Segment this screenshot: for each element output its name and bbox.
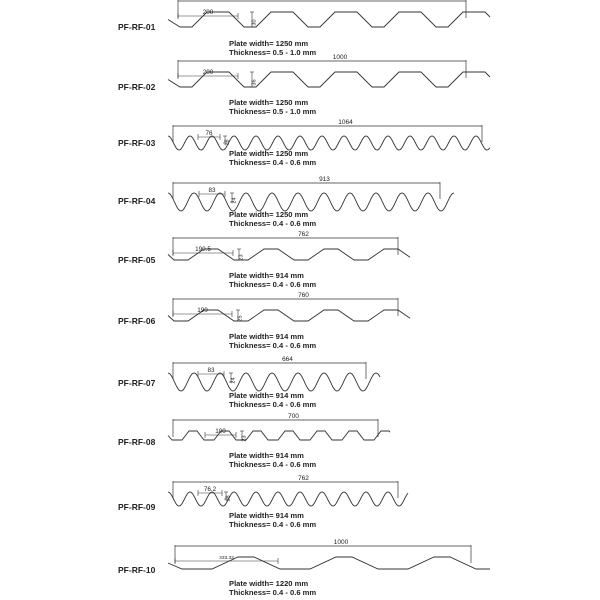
thickness-text: Thickness= 0.4 - 0.6 mm [229, 460, 317, 469]
profile-code: PF-RF-10 [118, 565, 156, 575]
height-dimension-label: 18 [225, 495, 232, 502]
thickness-text: Thickness= 0.4 - 0.6 mm [229, 400, 317, 409]
profile-code: PF-RF-08 [118, 437, 156, 447]
plate-width-text: Plate width= 914 mm [229, 511, 304, 520]
pitch-dimension-label: 190 [197, 307, 208, 314]
plate-width-text: Plate width= 1250 mm [229, 149, 309, 158]
profile-outline [168, 12, 490, 27]
overall-dimension-label [333, 0, 348, 1]
height-dimension-label: 36 [251, 79, 258, 86]
plate-width-text: Plate width= 1250 mm [229, 39, 309, 48]
pitch-dimension-label: 76.2 [203, 486, 217, 493]
profile-outline [168, 72, 490, 87]
profile-specs [229, 391, 316, 409]
height-dimension-label: 24 [231, 197, 238, 204]
plate-width-text: Plate width= 914 mm [229, 391, 304, 400]
profile-code: PF-RF-01 [118, 22, 156, 32]
plate-width-text: Plate width= 1250 mm [229, 98, 309, 107]
profile-code: PF-RF-05 [118, 255, 156, 265]
profile-outline [168, 431, 390, 440]
plate-width-text: Plate width= 1220 mm [229, 579, 309, 588]
profile-code: PF-RF-02 [118, 82, 156, 92]
thickness-text: Thickness= 0.4 - 0.6 mm [229, 341, 317, 350]
overall-dimension-label: 700 [288, 413, 299, 420]
profile-code: PF-RF-06 [118, 316, 156, 326]
profile-specs [229, 332, 316, 350]
profile-code: PF-RF-04 [118, 196, 156, 206]
overall-dimension-label: 762 [298, 475, 309, 482]
overall-dimension-label: 1064 [338, 119, 353, 126]
profile-outline [168, 373, 380, 391]
profile-specs [229, 579, 316, 597]
thickness-text: Thickness= 0.4 - 0.6 mm [229, 280, 317, 289]
profile-specs [229, 451, 316, 469]
profile-specs [229, 98, 316, 116]
profile-code: PF-RF-07 [118, 378, 156, 388]
profile-specs [229, 149, 316, 167]
thickness-text: Thickness= 0.4 - 0.6 mm [229, 219, 317, 228]
thickness-text: Thickness= 0.4 - 0.6 mm [229, 158, 317, 167]
overall-dimension-label: 913 [319, 176, 330, 183]
thickness-text: Thickness= 0.4 - 0.6 mm [229, 520, 317, 529]
overall-dimension-label: 664 [282, 356, 293, 363]
profile-outline [168, 193, 454, 211]
height-dimension-label: 23 [241, 435, 248, 442]
pitch-dimension-label: 83 [207, 367, 215, 374]
profile-code: PF-RF-03 [118, 138, 156, 148]
plate-width-text: Plate width= 914 mm [229, 451, 304, 460]
overall-dimension-label: 760 [298, 292, 309, 299]
profile-specs [229, 210, 316, 228]
height-dimension-label: 24 [230, 377, 237, 384]
thickness-text: Thickness= 0.5 - 1.0 mm [229, 48, 317, 57]
pitch-dimension-label: 333.33 [219, 556, 234, 561]
pitch-dimension-label: 200 [202, 69, 214, 76]
profile-specs [229, 39, 316, 57]
plate-width-text: Plate width= 914 mm [229, 332, 304, 341]
pitch-dimension-label: 100 [215, 428, 226, 435]
profile-outline [168, 136, 490, 150]
profile-specs [229, 271, 316, 289]
height-dimension-label: 23 [238, 254, 245, 261]
overall-dimension-label: 762 [298, 231, 309, 238]
plate-width-text: Plate width= 914 mm [229, 271, 304, 280]
height-dimension-label: 18 [224, 139, 231, 146]
profile-outline [168, 557, 490, 569]
thickness-text: Thickness= 0.4 - 0.6 mm [229, 588, 317, 597]
overall-dimension-label: 1000 [332, 54, 348, 61]
profile-code: PF-RF-09 [118, 502, 156, 512]
overall-dimension-label: 1000 [333, 539, 349, 546]
profile-outline [168, 492, 408, 506]
pitch-dimension-label: 190.5 [195, 246, 211, 253]
plate-width-text: Plate width= 1250 mm [229, 210, 309, 219]
pitch-dimension-label: 200 [202, 9, 214, 16]
profile-specs [229, 511, 316, 529]
thickness-text: Thickness= 0.5 - 1.0 mm [229, 107, 317, 116]
pitch-dimension-label: 83 [208, 187, 216, 194]
height-dimension-label: 25 [237, 315, 244, 322]
pitch-dimension-label: 76 [205, 130, 213, 137]
height-dimension-label: 30 [251, 19, 258, 26]
